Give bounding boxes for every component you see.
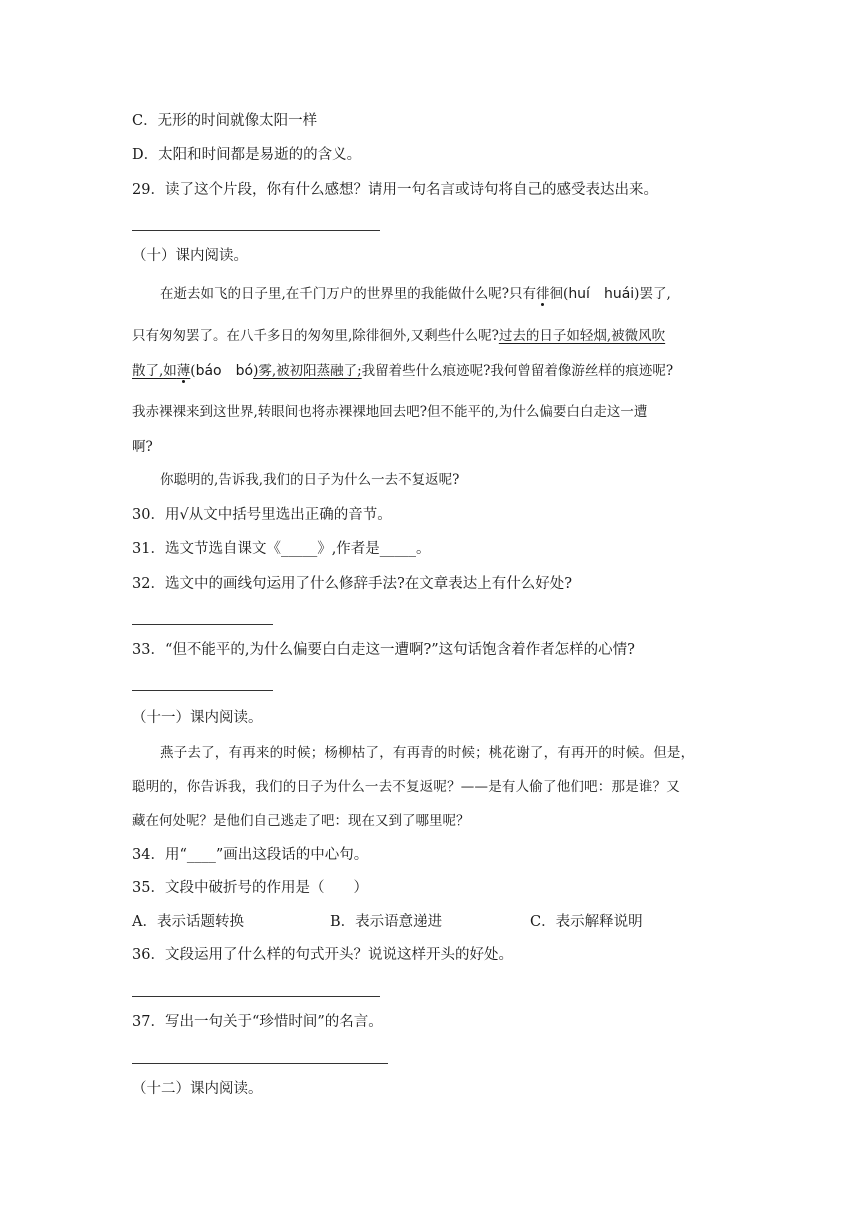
- question-31: 31．选文节选自课文《_____》,作者是_____。: [132, 541, 431, 557]
- question-32: 32．选文中的画线句运用了什么修辞手法?在文章表达上有什么好处?: [132, 576, 572, 592]
- answer-line-29[interactable]: [132, 230, 380, 231]
- dotted-char-bo: 薄: [176, 363, 191, 379]
- answer-line-33[interactable]: [132, 690, 273, 691]
- section-11-heading: （十一）课内阅读。: [132, 710, 263, 726]
- underlined-sentence-part-2: 散了,如: [132, 363, 177, 379]
- passage-11-line-3: 藏在何处呢？是他们自己逃走了吧：现在又到了哪里呢？: [132, 813, 470, 829]
- passage-10-line-1: 在逝去如飞的日子里,在千门万户的世界里的我能做什么呢?只有徘徊(huí huái)罢了,: [160, 286, 671, 302]
- passage-10-line-6: 你聪明的,告诉我,我们的日子为什么一去不复返呢?: [160, 472, 460, 488]
- passage-10-line-4: 我赤裸裸来到这世界,转眼间也将赤裸裸地回去吧?但不能平的,为什么偏要白白走这一遭: [132, 404, 648, 420]
- passage-10-line-2: 只有匆匆罢了。在八千多日的匆匆里,除徘徊外,又剩些什么呢?过去的日子如轻烟,被微风吹: [132, 328, 666, 344]
- pinyin-choice-1[interactable]: huí huái: [568, 286, 635, 302]
- option-a[interactable]: A．表示话题转换: [132, 914, 244, 930]
- passage-11-line-2: 聪明的，你告诉我，我们的日子为什么一去不复返呢？——是有人偷了他们吧：那是谁？又: [132, 779, 680, 795]
- question-35-options: [132, 912, 772, 932]
- option-d: D．太阳和时间都是易逝的的含义。: [132, 147, 362, 163]
- dotted-char-pai: 徘: [536, 286, 550, 302]
- pinyin-choice-2[interactable]: báo bó: [195, 363, 254, 379]
- question-33: 33．“但不能平的,为什么偏要白白走这一遭啊?”这句话饱含着作者怎样的心情?: [132, 642, 635, 658]
- passage-11-line-1: 燕子去了，有再来的时候；杨柳枯了，有再青的时候；桃花谢了，有再开的时候。但是，: [160, 745, 695, 761]
- option-b[interactable]: B．表示语意递进: [330, 914, 443, 930]
- underlined-sentence-part-1: 过去的日子如轻烟,被微风吹: [498, 328, 666, 344]
- option-c-35[interactable]: C．表示解释说明: [530, 914, 643, 930]
- option-c: C．无形的时间就像太阳一样: [132, 113, 318, 129]
- question-30: 30．用√从文中括号里选出正确的音节。: [132, 507, 392, 523]
- passage-10-line-5: 啊?: [132, 439, 153, 455]
- section-10-heading: （十）课内阅读。: [132, 248, 248, 264]
- passage-10-line-3: 散了,如薄(báo bó)雾,被初阳蒸融了;我留着些什么痕迹呢?我何曾留着像游丝样的痕迹呢?: [132, 363, 674, 379]
- section-12-heading: （十二）课内阅读。: [132, 1081, 263, 1097]
- question-35: 35．文段中破折号的作用是（ ）: [132, 880, 368, 896]
- question-37: 37．写出一句关于“珍惜时间”的名言。: [132, 1014, 383, 1030]
- underlined-sentence-part-3: )雾,被初阳蒸融了;: [253, 363, 362, 379]
- answer-line-36[interactable]: [132, 996, 380, 997]
- question-36: 36．文段运用了什么样的句式开头？说说这样开头的好处。: [132, 947, 513, 963]
- answer-line-32[interactable]: [132, 624, 273, 625]
- question-34: 34．用“____”画出这段话的中心句。: [132, 847, 369, 863]
- question-29: 29．读了这个片段，你有什么感想？请用一句名言或诗句将自己的感受表达出来。: [132, 182, 658, 198]
- answer-line-37[interactable]: [132, 1063, 388, 1064]
